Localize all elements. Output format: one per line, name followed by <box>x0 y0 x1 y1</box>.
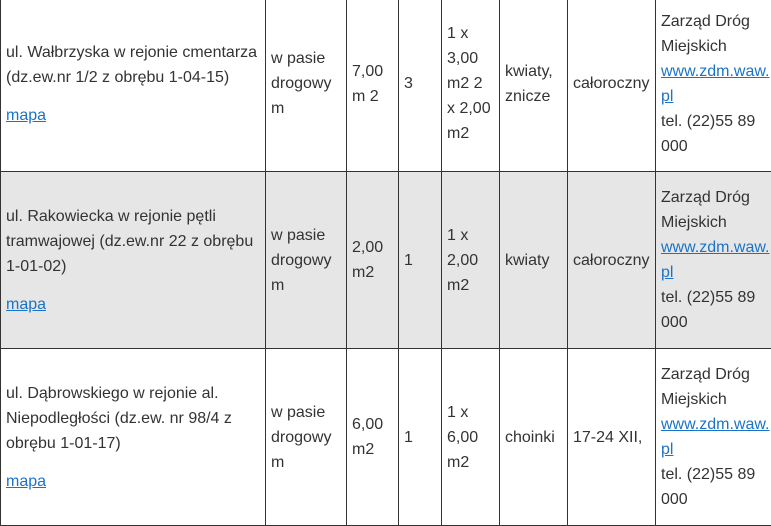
map-link[interactable]: mapa <box>6 292 46 317</box>
period-cell: całoroczny <box>568 0 656 172</box>
dimensions-cell: 1 x 3,00 m2 2 x 2,00 m2 <box>442 0 500 172</box>
table-row <box>1 172 771 349</box>
location-text: ul. Dąbrowskiego w rejonie al. Niepodległości (dz.ew. nr 98/4 z obrębu 1-01-17) <box>6 381 260 456</box>
location-cell <box>1 0 266 172</box>
admin-website-link[interactable]: www.zdm.waw.pl <box>661 412 771 462</box>
period-cell: całoroczny <box>568 172 656 349</box>
goods-cell: choinki <box>500 349 568 526</box>
admin-name: Zarząd Dróg Miejskich <box>661 185 771 235</box>
location-cell <box>1 349 266 526</box>
period-cell: 17-24 XII, <box>568 349 656 526</box>
placement-cell: w pasie drogowym <box>266 349 347 526</box>
dimensions-cell: 1 x 2,00 m2 <box>442 172 500 349</box>
area-cell: 6,00 m2 <box>347 349 399 526</box>
map-link[interactable]: mapa <box>6 469 46 494</box>
location-text: ul. Rakowiecka w rejonie pętli tramwajowej (dz.ew.nr 22 z obrębu 1-01-02) <box>6 204 260 279</box>
area-cell: 7,00 m 2 <box>347 0 399 172</box>
goods-cell: kwiaty, znicze <box>500 0 568 172</box>
location-text: ul. Wałbrzyska w rejonie cmentarza (dz.ew.nr 1/2 z obrębu 1-04-15) <box>6 40 260 90</box>
admin-website-link[interactable]: www.zdm.waw.pl <box>661 235 771 285</box>
location-cell <box>1 172 266 349</box>
table-row <box>1 349 771 526</box>
map-link[interactable]: mapa <box>6 103 46 128</box>
goods-cell: kwiaty <box>500 172 568 349</box>
contact-cell <box>656 172 771 349</box>
table-row <box>1 0 771 172</box>
admin-name: Zarząd Dróg Miejskich <box>661 362 771 412</box>
area-cell: 2,00 m2 <box>347 172 399 349</box>
admin-name: Zarząd Dróg Miejskich <box>661 9 771 59</box>
count-cell: 1 <box>399 172 442 349</box>
admin-website-link[interactable]: www.zdm.waw.pl <box>661 59 771 109</box>
placement-cell: w pasie drogowym <box>266 0 347 172</box>
contact-cell <box>656 0 771 172</box>
admin-phone: tel. (22)55 89 000 <box>661 109 771 159</box>
placement-cell: w pasie drogowym <box>266 172 347 349</box>
count-cell: 3 <box>399 0 442 172</box>
dimensions-cell: 1 x 6,00 m2 <box>442 349 500 526</box>
admin-phone: tel. (22)55 89 000 <box>661 462 771 512</box>
count-cell: 1 <box>399 349 442 526</box>
admin-phone: tel. (22)55 89 000 <box>661 285 771 335</box>
contact-cell <box>656 349 771 526</box>
